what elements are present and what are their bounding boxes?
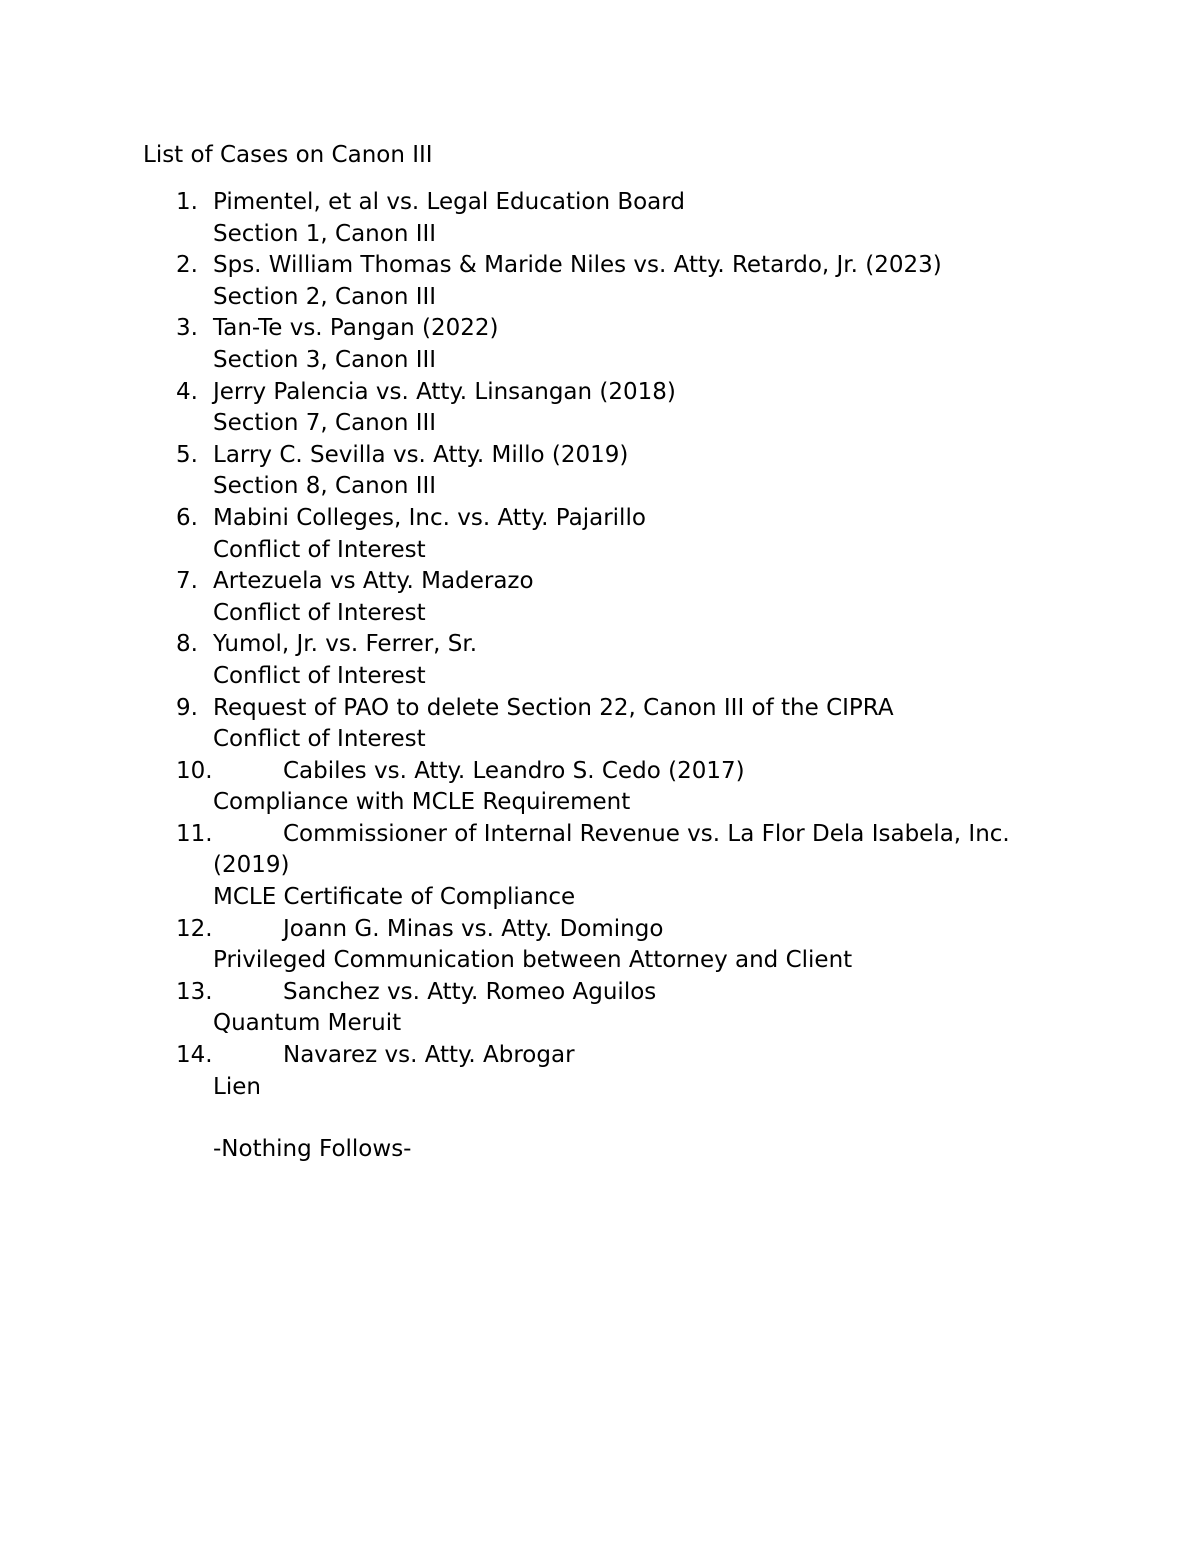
- case-number: 2.: [176, 252, 198, 279]
- case-number: 14.: [176, 1042, 213, 1069]
- case-title: Yumol, Jr. vs. Ferrer, Sr.: [213, 631, 478, 658]
- list-item: [0, 756, 1200, 819]
- case-number: 10.: [176, 757, 213, 784]
- case-title: Request of PAO to delete Section 22, Canon III of the CIPRA: [213, 694, 894, 721]
- case-topic: Conflict of Interest: [213, 599, 426, 626]
- case-topic: Quantum Meruit: [213, 1010, 402, 1037]
- list-item: [0, 566, 1200, 629]
- case-number: 13.: [176, 978, 213, 1005]
- case-topic: Conflict of Interest: [213, 662, 426, 689]
- case-number: 6.: [176, 504, 198, 531]
- case-topic: Section 7, Canon III: [213, 410, 437, 437]
- case-topic: Conflict of Interest: [213, 726, 426, 753]
- case-title: Larry C. Sevilla vs. Atty. Millo (2019): [213, 441, 629, 468]
- case-title: Pimentel, et al vs. Legal Education Board: [213, 189, 685, 215]
- case-topic: Lien: [213, 1073, 261, 1100]
- case-title: Commissioner of Internal Revenue vs. La Flor Dela Isabela, Inc. (2019): [213, 820, 1010, 879]
- case-title: Artezuela vs Atty. Maderazo: [213, 568, 534, 595]
- list-item: [0, 1040, 1200, 1103]
- case-number: 8.: [176, 631, 198, 658]
- case-title: Jerry Palencia vs. Atty. Linsangan (2018): [213, 378, 676, 405]
- case-number: 5.: [176, 441, 198, 468]
- case-topic: Section 8, Canon III: [213, 473, 437, 500]
- list-item: [0, 250, 1200, 313]
- case-topic: Conflict of Interest: [213, 536, 426, 563]
- case-topic: Section 2, Canon III: [213, 283, 437, 310]
- case-number: 3.: [176, 315, 198, 342]
- list-item: [0, 819, 1200, 914]
- case-title: Mabini Colleges, Inc. vs. Atty. Pajarillo: [213, 504, 646, 531]
- list-item: [0, 377, 1200, 440]
- list-item: [0, 629, 1200, 692]
- case-topic: Section 1, Canon III: [213, 220, 437, 247]
- document-title: List of Cases on Canon III: [143, 142, 433, 168]
- case-title: Sps. William Thomas & Maride Niles vs. Atty. Retardo, Jr. (2023): [213, 252, 942, 279]
- case-topic: MCLE Certificate of Compliance: [213, 884, 576, 911]
- closing-note: -Nothing Follows-: [213, 1136, 412, 1162]
- list-item: [0, 914, 1200, 977]
- case-title: Navarez vs. Atty. Abrogar: [283, 1042, 575, 1069]
- case-number: 7.: [176, 568, 198, 595]
- list-item: [0, 977, 1200, 1040]
- case-topic: Section 3, Canon III: [213, 346, 437, 373]
- case-number: 11.: [176, 820, 213, 847]
- list-item: [0, 693, 1200, 756]
- case-topic: Privileged Communication between Attorney and Client: [213, 947, 853, 974]
- list-item: [0, 187, 1200, 250]
- case-title: Joann G. Minas vs. Atty. Domingo: [283, 915, 664, 942]
- list-item: [0, 313, 1200, 376]
- case-title: Tan-Te vs. Pangan (2022): [213, 315, 499, 342]
- case-number: 1.: [176, 189, 198, 215]
- list-item: [0, 503, 1200, 566]
- case-number: 9.: [176, 694, 198, 721]
- list-item: [0, 440, 1200, 503]
- case-list: [0, 187, 1200, 1103]
- case-number: 12.: [176, 915, 213, 942]
- case-topic: Compliance with MCLE Requirement: [213, 789, 631, 816]
- case-number: 4.: [176, 378, 198, 405]
- case-title: Sanchez vs. Atty. Romeo Aguilos: [283, 978, 657, 1005]
- case-title: Cabiles vs. Atty. Leandro S. Cedo (2017): [283, 757, 745, 784]
